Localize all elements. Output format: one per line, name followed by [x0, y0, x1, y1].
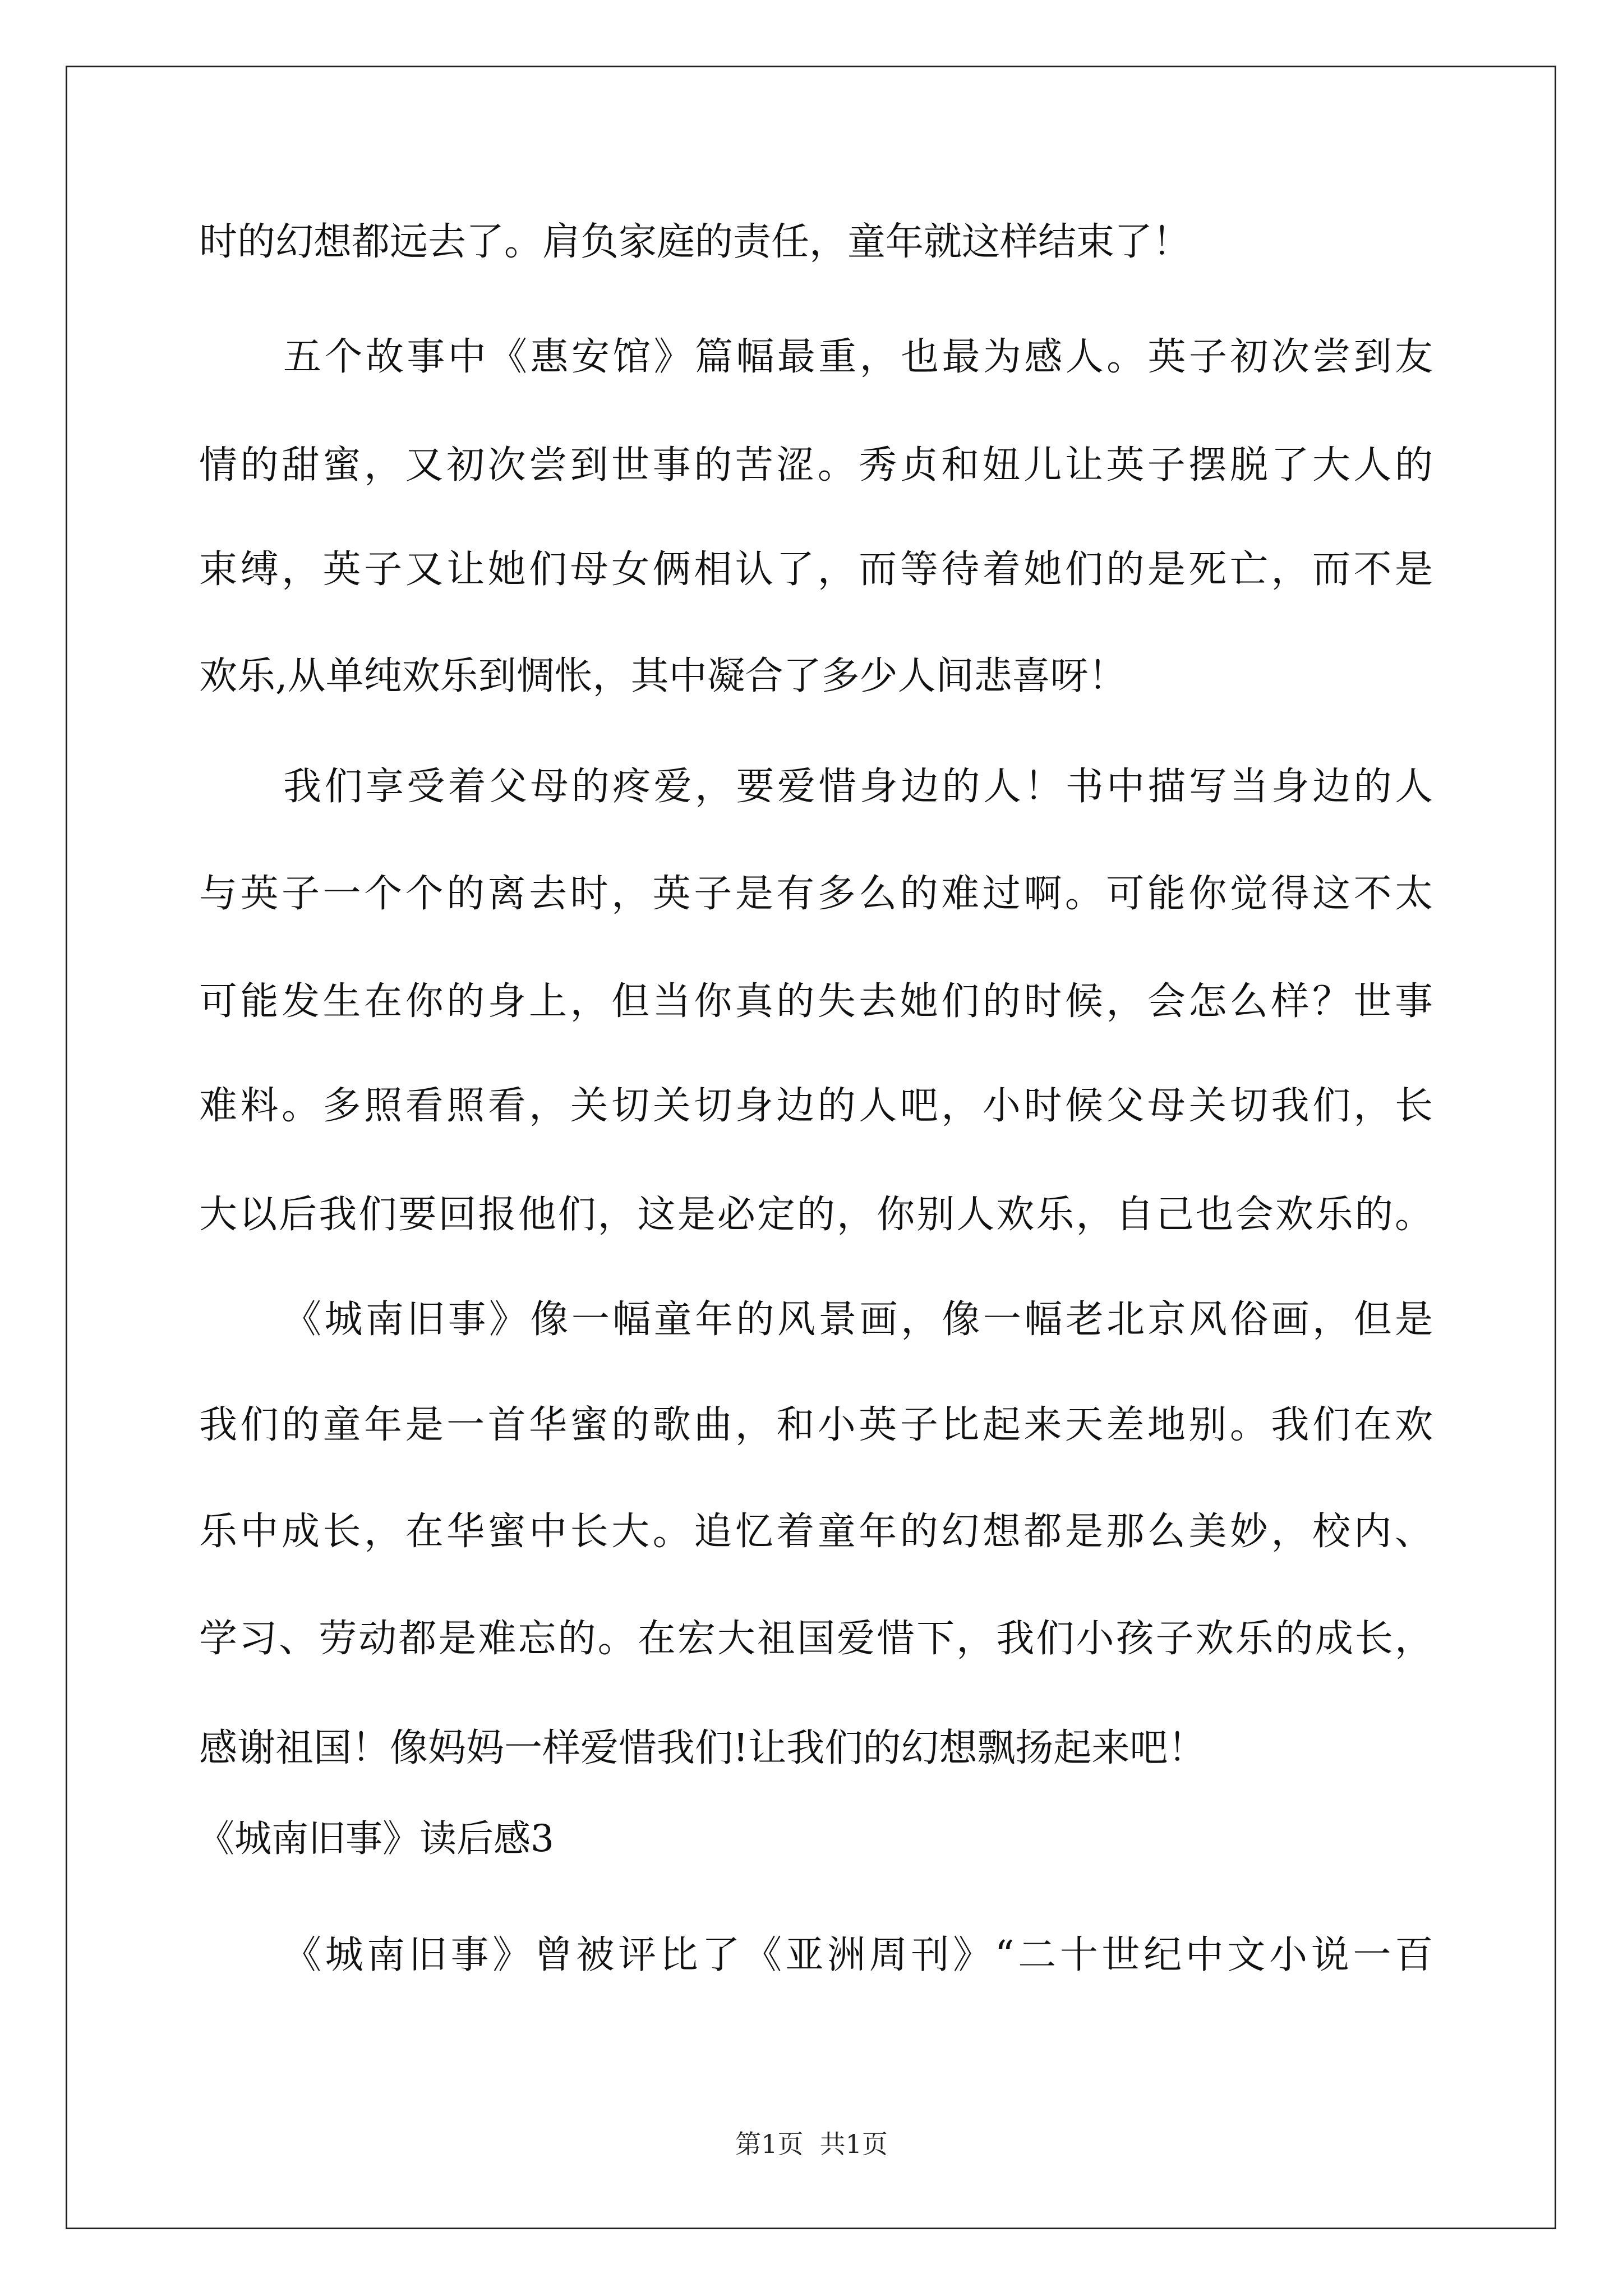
paragraph-line: 情的甜蜜，又初次尝到世事的苦涩。秀贞和妞儿让英子摆脱了大人的: [199, 443, 1433, 487]
section-heading: 《城南旧事》读后感3: [197, 1817, 554, 1860]
paragraph-line: 大以后我们要回报他们，这是必定的，你别人欢乐，自己也会欢乐的。: [199, 1193, 1433, 1237]
page-border: [66, 66, 1556, 2229]
paragraph-line: 《城南旧事》曾被评比了《亚洲周刊》“二十世纪中文小说一百: [283, 1933, 1433, 1977]
paragraph-line: 时的幻想都远去了。肩负家庭的责任，童年就这样结束了！: [199, 220, 1191, 264]
paragraph-line: 可能发生在你的身上，但当你真的失去她们的时候，会怎么样？世事: [199, 979, 1433, 1024]
paragraph-line: 《城南旧事》像一幅童年的风景画，像一幅老北京风俗画，但是: [283, 1297, 1433, 1342]
paragraph-line: 感谢祖国！像妈妈一样爱惜我们!让我们的幻想飘扬起来吧！: [199, 1726, 1206, 1770]
paragraph-line: 与英子一个个的离去时，英子是有多么的难过啊。可能你觉得这不太: [199, 872, 1433, 916]
paragraph-line: 我们享受着父母的疼爱，要爱惜身边的人！书中描写当身边的人: [283, 765, 1433, 809]
paragraph-line: 欢乐,从单纯欢乐到惆怅，其中凝合了多少人间悲喜呀！: [199, 654, 1127, 698]
paragraph-line: 我们的童年是一首华蜜的歌曲，和小英子比起来天差地别。我们在欢: [199, 1403, 1433, 1447]
paragraph-line: 难料。多照看照看，关切关切身边的人吧，小时候父母关切我们，长: [199, 1084, 1433, 1128]
paragraph-line: 五个故事中《惠安馆》篇幅最重，也最为感人。英子初次尝到友: [283, 335, 1433, 379]
paragraph-line: 乐中成长，在华蜜中长大。追忆着童年的幻想都是那么美妙，校内、: [199, 1510, 1433, 1554]
paragraph-line: 束缚，英子又让她们母女俩相认了，而等待着她们的是死亡，而不是: [199, 547, 1433, 592]
page-footer: 第1页 共1页: [735, 2129, 888, 2159]
paragraph-line: 学习、劳动都是难忘的。在宏大祖国爱惜下，我们小孩子欢乐的成长，: [199, 1617, 1433, 1661]
